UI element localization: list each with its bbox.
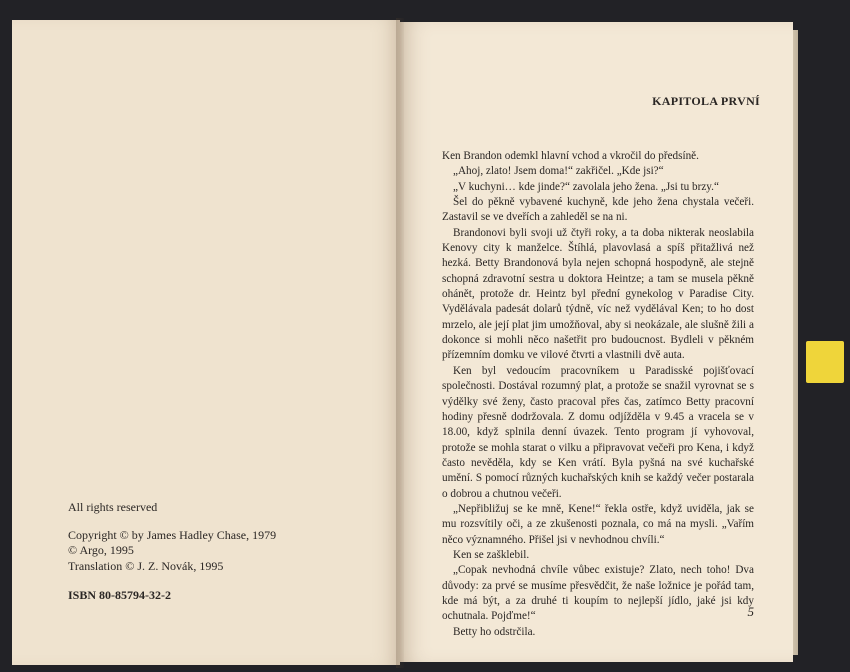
paragraph: „Nepřibližuj se ke mně, Kene!“ řekla ostře, když uviděla, jak se mu rozsvítily oči, a ze zkušenosti poznala, co má na mysli. „Vařím něco významného. Přišel jsi v nevhodnou chvíli.“ xyxy=(442,502,754,546)
paragraph: Brandonovi byli svoji už čtyři roky, a ta doba nikterak neoslabila Kenovy city k manželce. Štíhlá, plavovlasá a spíš přitažlivá než hezká. Betty Brandonová byla nejen schopná hospodyně, ale stejně schopná zdravotní sestra u doktora Heintze; a tam se musela pěkně ohánět, protože dr. Heintz byl přední gynekolog v Paradise City. Vydělávala padesát dolarů týdně, víc než vydělával Ken; to ho dost mrzelo, ale její plat jim umožňoval, aby si neokázale, ale slušně žili a dokonce si mohli něco našetřit pro budoucnost. Bydleli v pěkném přízemním domku ve vilové čtvrti a vlastnili dvě auta. xyxy=(442,226,754,362)
paragraph: „V kuchyni… kde jinde?“ zavolala jeho žena. „Jsi tu brzy.“ xyxy=(453,180,719,193)
publisher-line: © Argo, 1995 xyxy=(68,543,134,557)
bookmark-ribbon xyxy=(806,341,844,383)
translation-line: Translation © J. Z. Novák, 1995 xyxy=(68,558,224,573)
copyright-block xyxy=(68,500,368,604)
paragraph: Ken byl vedoucím pracovníkem u Paradisské pojišťovací společnosti. Dostával rozumný plat, a protože se snažil vyrovnat se s výdělky své ženy, často pracoval přes čas, zatímco Betty pracovní hodiny přesně dodržovala. Z domu odjížděla v 9.45 a vracela se v 18.00, když splnila denní úvazek. Tento program jí vyhovoval, protože se mohla starat o vilku a připravovat večeři pro Kena, i když často nevěděla, kdy se Ken vrátí. Byla pyšná na své kuchařské umění. S pomocí různých kuchařských knih se každý večer postarala o dobrou a chutnou večeři. xyxy=(442,364,754,500)
paragraph: Ken se zašklebil. xyxy=(453,548,530,561)
book-gutter xyxy=(396,18,404,668)
copyright-line: Copyright © by James Hadley Chase, 1979 xyxy=(68,527,277,542)
paragraph: Šel do pěkně vybavené kuchyně, kde jeho žena chystala večeři. Zastavil se ve dveřích a zahleděl se na ni. xyxy=(442,196,754,224)
rights-reserved: All rights reserved xyxy=(68,500,158,514)
page-number: 5 xyxy=(747,604,754,619)
chapter-body xyxy=(442,149,754,640)
chapter-title: KAPITOLA PRVNÍ xyxy=(652,94,760,108)
paragraph: „Ahoj, zlato! Jsem doma!“ zakřičel. „Kde jsi?“ xyxy=(453,165,664,178)
isbn: ISBN 80-85794-32-2 xyxy=(68,588,172,602)
paragraph: „Copak nevhodná chvíle vůbec existuje? Zlato, nech toho! Dva důvody: za prvé se musíme přesvědčit, že naše ložnice je pořád tam, kde má být, a za druhé ti koupím to nejlepší jídlo, jaké jsi kdy ochutnala. Pojďme!“ xyxy=(442,564,754,623)
paragraph: Ken Brandon odemkl hlavní vchod a vkročil do předsíně. xyxy=(442,150,699,162)
paragraph: Betty ho odstrčila. xyxy=(453,625,536,638)
